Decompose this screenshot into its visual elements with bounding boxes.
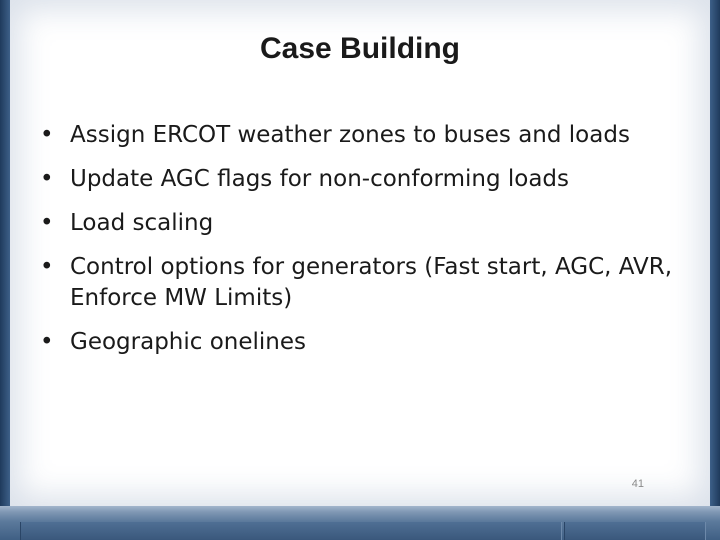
right-frame-border [710,0,720,540]
left-frame-border [0,0,10,540]
bullet-marker: • [40,210,54,236]
page-number: 41 [631,478,644,490]
bullet-text: Geographic onelines [70,329,307,355]
footer-segment [20,522,562,540]
footer-bar [0,506,720,540]
bullet-marker: • [40,166,54,192]
bullet-item [38,120,678,151]
bullet-item [38,208,678,239]
footer-segment [564,522,706,540]
bullet-text: Load scaling [70,210,214,236]
bullet-marker: • [40,254,54,280]
bullet-item [38,164,678,195]
bullet-marker: • [40,122,54,148]
bullet-item [38,252,678,314]
slide-title: Case Building [259,32,461,65]
bullet-marker: • [40,329,54,355]
bullet-list [38,120,678,371]
bullet-text: Control options for generators (Fast start, AGC, AVR, Enforce MW Limits) [70,254,673,311]
bullet-text: Update AGC flags for non-conforming loads [70,166,570,192]
slide-canvas [10,0,710,506]
bullet-item [38,327,678,358]
bullet-text: Assign ERCOT weather zones to buses and loads [70,122,630,148]
